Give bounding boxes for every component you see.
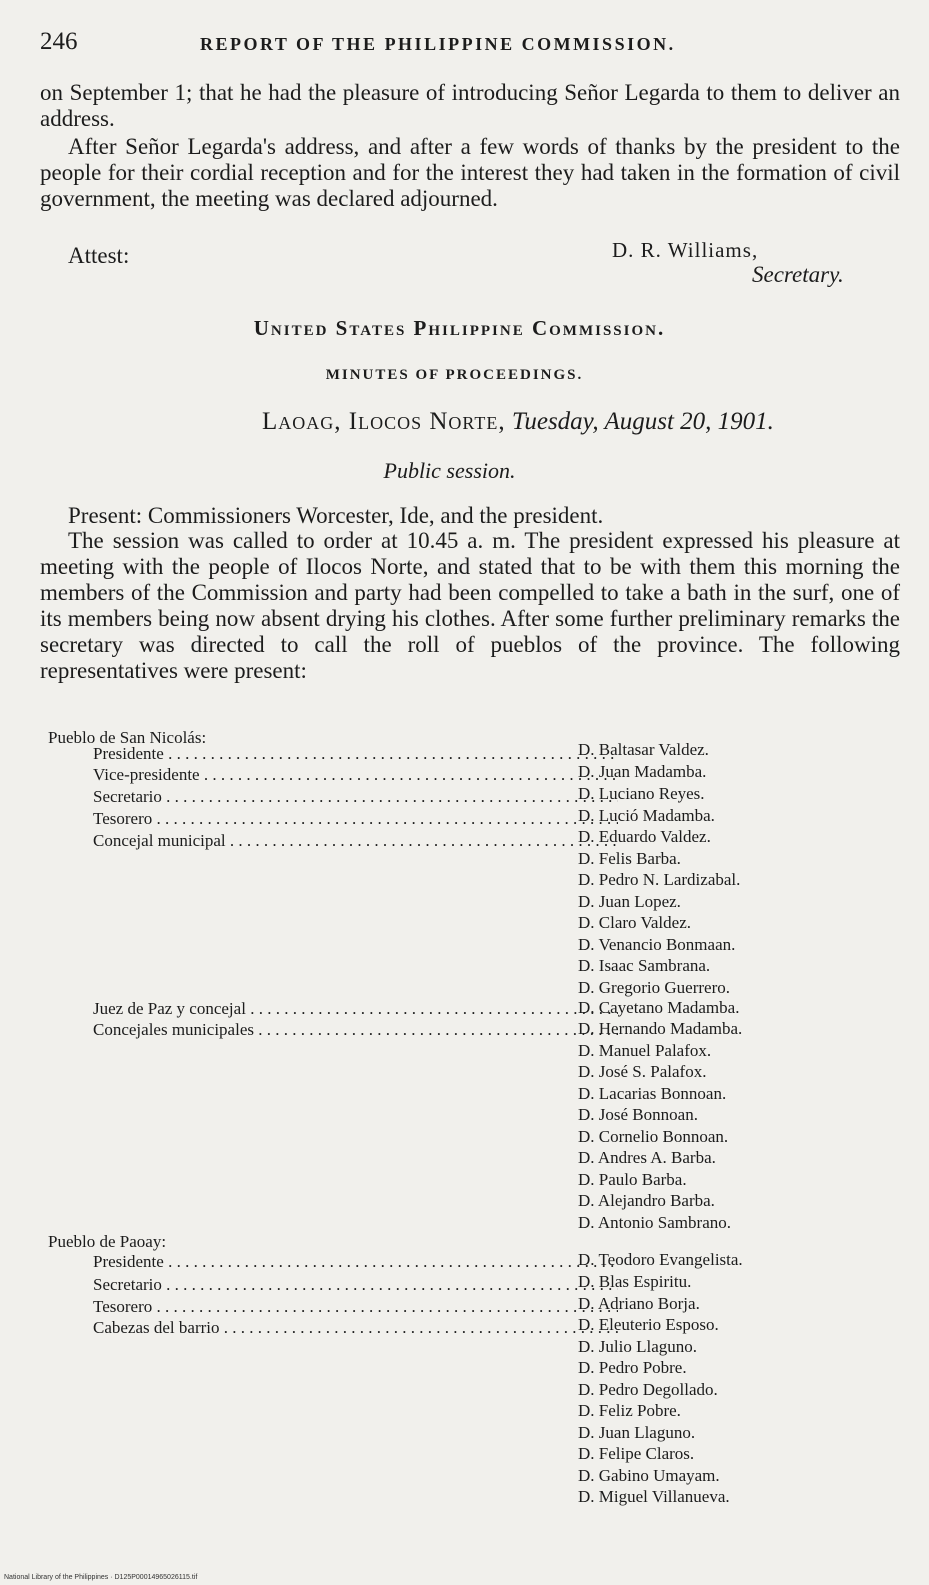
dateline-date: Tuesday, August 20, 1901. — [511, 408, 774, 435]
member-name: D. Juan Llaguno. — [578, 1423, 696, 1442]
page-number: 246 — [40, 28, 78, 55]
member-name: D. Pedro Degollado. — [578, 1380, 718, 1399]
member-name: D. Eduardo Valdez. — [578, 827, 711, 846]
member-name: D. Cayetano Madamba. — [578, 998, 740, 1017]
office-label: Vice-presidente . . . — [93, 765, 618, 785]
signer-name: D. R. Williams, — [612, 238, 759, 262]
office-label: Concejal municipal . . . — [93, 831, 618, 851]
office-label: Secretario . . . — [93, 1275, 618, 1295]
office-label: Tesorero . . . — [93, 1297, 618, 1317]
office-label: Concejales municipales . . . — [93, 1020, 618, 1040]
office-label: Juez de Paz y concejal . . . — [93, 999, 618, 1019]
member-name: D. Pedro N. Lardizabal. — [578, 870, 741, 889]
member-name: D. Miguel Villanueva. — [578, 1487, 730, 1506]
member-name: D. Venancio Bonmaan. — [578, 935, 736, 954]
attest-label: Attest: — [68, 243, 130, 268]
member-name: D. Lució Madamba. — [578, 806, 715, 825]
member-name: D. Adriano Borja. — [578, 1294, 700, 1313]
commission-heading: United States Philippine Commission. — [253, 316, 666, 340]
member-name: D. Eleuterio Esposo. — [578, 1315, 719, 1334]
member-name: D. Claro Valdez. — [578, 913, 691, 932]
paragraph-adjournment: After Señor Legarda's address, and after a few words of thanks by the president to the people for their cordial reception and for the interest they had taken in the formation of civil government, the meeting was declared adjourned. — [40, 134, 900, 211]
pueblo-title: Pueblo de Paoay: — [48, 1232, 167, 1251]
signer-title: Secretary. — [752, 262, 844, 287]
member-name: D. Juan Madamba. — [578, 762, 707, 781]
member-name: D. Blas Espiritu. — [578, 1272, 692, 1291]
member-name: D. José Bonnoan. — [578, 1105, 698, 1124]
paragraph-continuation: on September 1; that he had the pleasure of introducing Señor Legarda to them to deliver an address. — [40, 80, 900, 131]
present-line: Present: Commissioners Worcester, Ide, and the president. — [68, 503, 604, 528]
running-head: REPORT OF THE PHILIPPINE COMMISSION. — [200, 34, 676, 54]
member-name: D. Manuel Palafox. — [578, 1041, 712, 1060]
office-label: Presidente . . . — [93, 744, 618, 764]
member-name: D. Baltasar Valdez. — [578, 740, 709, 759]
dateline — [262, 408, 774, 436]
member-name: D. Isaac Sambrana. — [578, 956, 711, 975]
pueblo-title: Pueblo de San Nicolás: — [48, 728, 207, 747]
office-label: Cabezas del barrio . . . — [93, 1318, 618, 1338]
member-name: D. Lacarias Bonnoan. — [578, 1084, 727, 1103]
dateline-place: Laoag, Ilocos Norte, — [262, 408, 506, 435]
member-name: D. Andres A. Barba. — [578, 1148, 716, 1167]
member-name: D. Antonio Sambrano. — [578, 1213, 731, 1232]
member-name: D. Gabino Umayam. — [578, 1466, 720, 1485]
member-name: D. Paulo Barba. — [578, 1170, 687, 1189]
member-name: D. Felipe Claros. — [578, 1444, 695, 1463]
member-name: D. Alejandro Barba. — [578, 1191, 715, 1210]
member-name: D. Hernando Madamba. — [578, 1019, 743, 1038]
member-name: D. Julio Llaguno. — [578, 1337, 697, 1356]
member-name: D. Luciano Reyes. — [578, 784, 705, 803]
office-label: Secretario . . . — [93, 787, 618, 807]
scan-footer: National Library of the Philippines · D125P00014965026115.tif — [4, 1574, 198, 1581]
member-name: D. Pedro Pobre. — [578, 1358, 687, 1377]
member-name: D. Juan Lopez. — [578, 892, 681, 911]
office-label: Presidente . . . — [93, 1252, 618, 1272]
minutes-body: The session was called to order at 10.45 a. m. The president expressed his pleasure at meeting with the people of Ilocos Norte, and stated that to be with them this morning the members of the Commission and party had been compelled to take a bath in the surf, one of its members being now absent drying his clothes. After some further preliminary remarks the secretary was directed to call the roll of pueblos of the province. The following representatives were present: — [40, 528, 900, 683]
member-name: D. Teodoro Evangelista. — [578, 1250, 743, 1269]
member-name: D. Cornelio Bonnoan. — [578, 1127, 729, 1146]
member-name: D. Feliz Pobre. — [578, 1401, 681, 1420]
office-label: Tesorero . . . — [93, 809, 618, 829]
minutes-subheading: MINUTES OF PROCEEDINGS. — [325, 367, 584, 383]
member-name: D. José S. Palafox. — [578, 1062, 707, 1081]
member-name: D. Felis Barba. — [578, 849, 681, 868]
session-type: Public session. — [383, 458, 516, 483]
member-name: D. Gregorio Guerrero. — [578, 978, 730, 997]
